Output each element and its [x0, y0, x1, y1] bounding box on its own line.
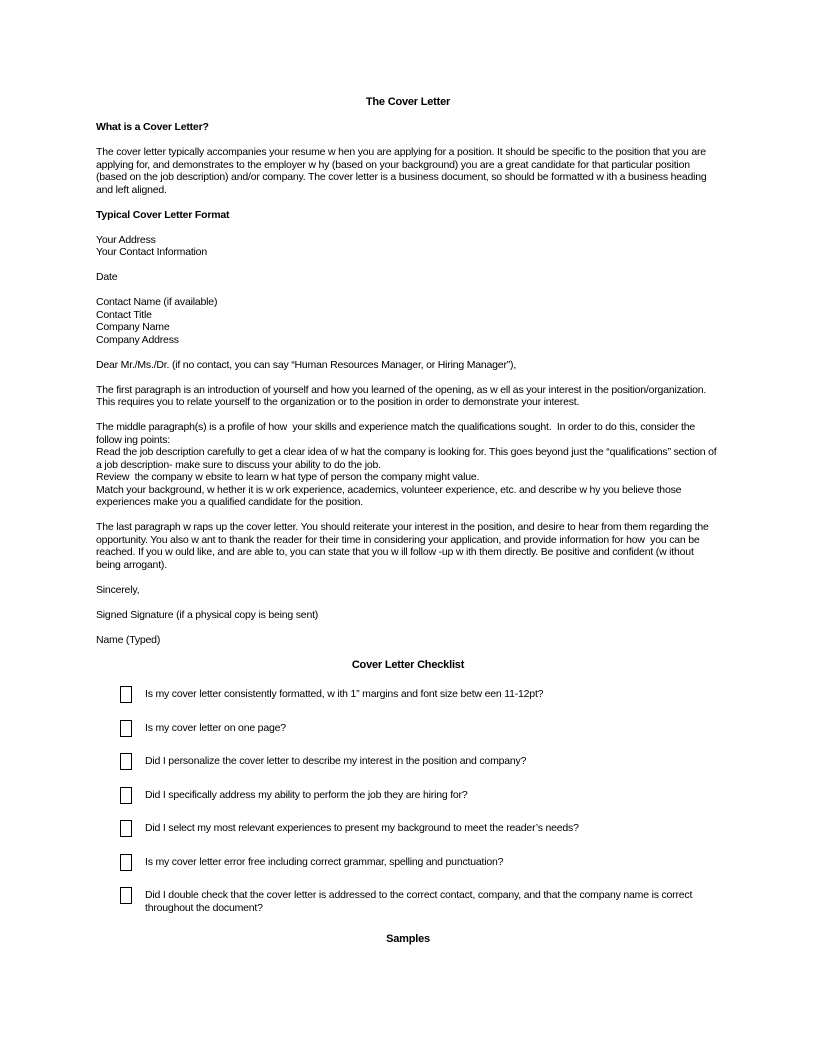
checklist-item-label: Did I specifically address my ability to perform the job they are hiring for?: [145, 788, 468, 801]
last-paragraph: The last paragraph w raps up the cover letter. You should reiterate your interest in the position, and desire to hear from them regarding the opportunity. You also w ant to thank the reader for their time in considering your application, and provide information for how you can be reached. If you w ould like, and are able to, you can state that you w ill follow -up w ith them directly. Be positive and confident (w ithout being arrogant).: [96, 521, 712, 571]
checklist-item: [96, 688, 720, 703]
cover-letter-checklist: [96, 688, 720, 914]
checklist-heading: Cover Letter Checklist: [351, 658, 465, 671]
checkbox-icon[interactable]: [120, 787, 132, 804]
contact-line: Company Address: [96, 333, 179, 346]
intro-paragraph: The cover letter typically accompanies your resume w hen you are applying for a position. It should be specific to the position that you are applying for, and demonstrates to the employer w hy (based on your background) you are a great candidate for that particular position (based on the job description) and/or company. The cover letter is a business document, so should be formatted w ith a business heading and left aligned.: [96, 146, 710, 196]
typed-name-line: Name (Typed): [96, 633, 161, 646]
address-block: [96, 234, 720, 259]
checklist-item: [96, 755, 720, 770]
contact-block: [96, 296, 720, 346]
middle-point: Read the job description carefully to get a clear idea of w hat the company is looking for. This goes beyond just the “qualifications” section of a job description- make sure to discuss your ability to do the job.: [96, 446, 720, 471]
middle-paragraph-lead: The middle paragraph(s) is a profile of how your skills and experience match the qualifications sought. In order to do this, consider the follow ing points:: [96, 421, 698, 446]
address-line: Your Contact Information: [96, 246, 207, 258]
date-line: Date: [96, 271, 118, 283]
address-line: Your Address: [96, 233, 156, 246]
middle-point: Match your background, w hether it is w ork experience, academics, volunteer experience, etc. and describe w hy you believe those experiences make you a qualified candidate for the position.: [96, 483, 684, 508]
checklist-item-label: Is my cover letter consistently formatted, w ith 1” margins and font size betw een 11-12pt?: [145, 688, 544, 700]
checklist-item: [96, 856, 720, 871]
checklist-item: [96, 822, 720, 837]
checkbox-icon[interactable]: [120, 887, 132, 904]
document-title: The Cover Letter: [365, 96, 451, 108]
checklist-item: [96, 789, 720, 804]
checklist-item-label: Is my cover letter on one page?: [145, 721, 286, 734]
contact-line: Contact Title: [96, 308, 152, 321]
checklist-item-label: Did I select my most relevant experiences to present my background to meet the reader’s needs?: [145, 822, 579, 834]
first-paragraph: The first paragraph is an introduction of yourself and how you learned of the opening, as w ell as your interest in the position/organization. This requires you to relate yourself to the organization or to the position in order to demonstrate your interest.: [96, 383, 709, 408]
checkbox-icon[interactable]: [120, 686, 132, 703]
closing-line: Sincerely,: [96, 583, 140, 596]
checklist-item-label: Is my cover letter error free including correct grammar, spelling and punctuation?: [145, 855, 504, 868]
contact-line: Company Name: [96, 321, 170, 333]
checklist-item-label: Did I personalize the cover letter to describe my interest in the position and company?: [145, 755, 527, 767]
checkbox-icon[interactable]: [120, 854, 132, 871]
checkbox-icon[interactable]: [120, 720, 132, 737]
section-heading-what-is: What is a Cover Letter?: [96, 121, 209, 133]
checklist-item-label: Did I double check that the cover letter is addressed to the correct contact, company, and that the company name is correct throughout the document?: [145, 889, 695, 914]
checklist-item: [96, 889, 720, 914]
middle-paragraph-block: [96, 421, 720, 509]
signature-line: Signed Signature (if a physical copy is being sent): [96, 608, 319, 621]
salutation-line: Dear Mr./Ms./Dr. (if no contact, you can say “Human Resources Manager, or Hiring Manager”),: [96, 358, 517, 371]
section-heading-format: Typical Cover Letter Format: [96, 208, 230, 221]
checklist-item: [96, 722, 720, 737]
contact-line: Contact Name (if available): [96, 296, 218, 308]
middle-point: Review the company w ebsite to learn w hat type of person the company might value.: [96, 471, 480, 483]
samples-heading: Samples: [386, 932, 430, 945]
checkbox-icon[interactable]: [120, 753, 132, 770]
checkbox-icon[interactable]: [120, 820, 132, 837]
